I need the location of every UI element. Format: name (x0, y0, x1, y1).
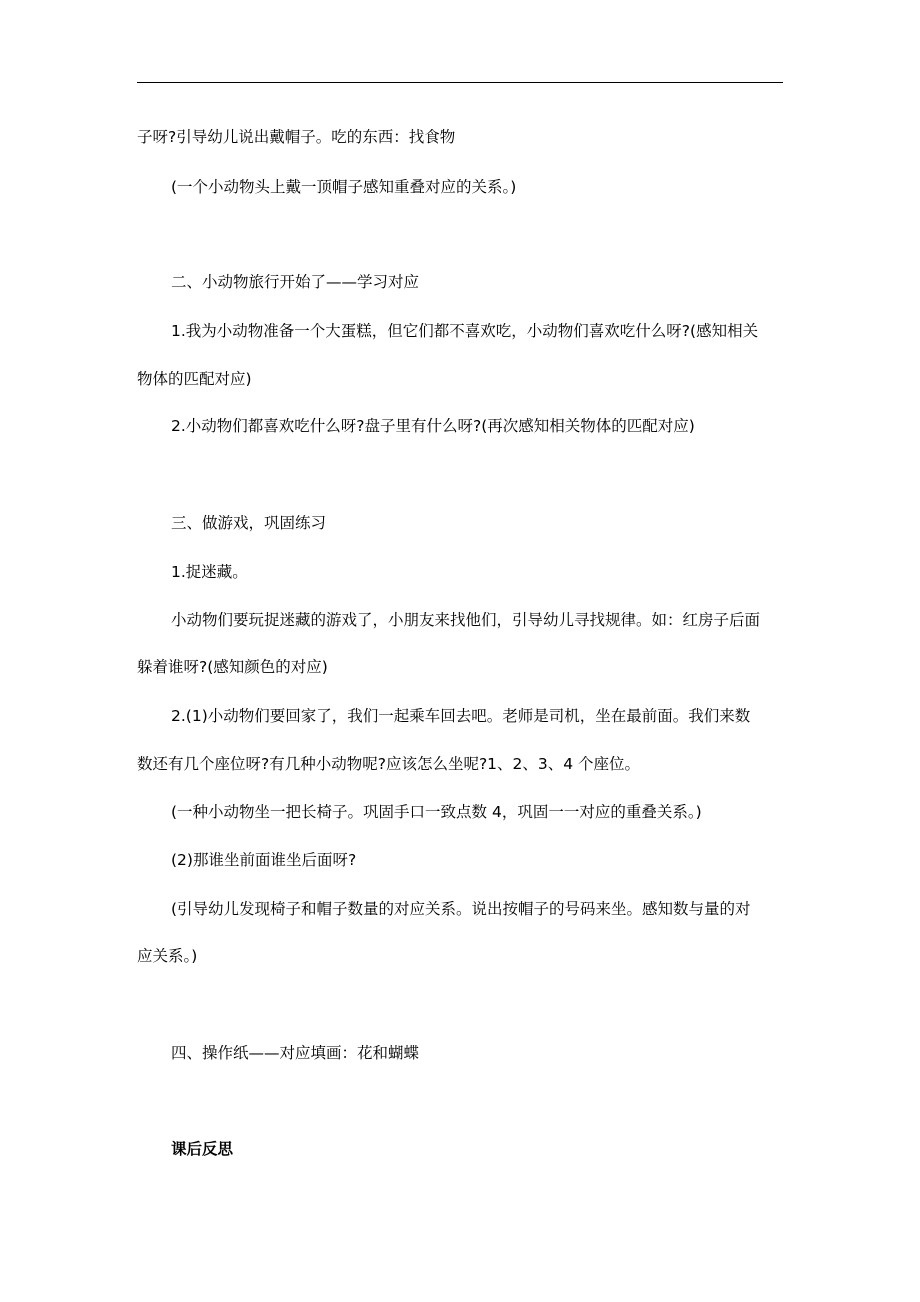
paragraph-line: 2.(1)小动物们要回家了，我们一起乘车回去吧。老师是司机，坐在最前面。我们来数 (171, 707, 751, 725)
header-rule (137, 82, 783, 83)
paragraph-line: 子呀?引导幼儿说出戴帽子。吃的东西：找食物 (137, 128, 456, 146)
paragraph-line: (一种小动物坐一把长椅子。巩固手口一致点数 4，巩固一一对应的重叠关系。) (171, 803, 702, 821)
paragraph-line: 2.小动物们都喜欢吃什么呀?盘子里有什么呀?(再次感知相关物体的匹配对应) (171, 417, 695, 435)
paragraph-line: 躲着谁呀?(感知颜色的对应) (137, 658, 328, 676)
paragraph-line: 数还有几个座位呀?有几种小动物呢?应该怎么坐呢?1、2、3、4 个座位。 (137, 755, 641, 773)
section-heading: 二、小动物旅行开始了——学习对应 (171, 273, 420, 291)
paragraph-line: 1.我为小动物准备一个大蛋糕，但它们都不喜欢吃，小动物们喜欢吃什么呀?(感知相关 (171, 322, 759, 340)
paragraph-line: 小动物们要玩捉迷藏的游戏了，小朋友来找他们，引导幼儿寻找规律。如：红房子后面 (171, 611, 761, 629)
paragraph-line: (一个小动物头上戴一顶帽子感知重叠对应的关系。) (171, 178, 517, 196)
paragraph-line: (2)那谁坐前面谁坐后面呀? (171, 851, 357, 869)
paragraph-line: 1.捉迷藏。 (171, 563, 248, 581)
section-heading-reflection: 课后反思 (171, 1140, 234, 1158)
paragraph-line: 应关系。) (137, 947, 198, 965)
section-heading: 三、做游戏，巩固练习 (171, 514, 327, 532)
paragraph-line: 物体的匹配对应) (137, 370, 252, 388)
section-heading: 四、操作纸——对应填画：花和蝴蝶 (171, 1044, 420, 1062)
paragraph-line: (引导幼儿发现椅子和帽子数量的对应关系。说出按帽子的号码来坐。感知数与量的对 (171, 900, 751, 918)
